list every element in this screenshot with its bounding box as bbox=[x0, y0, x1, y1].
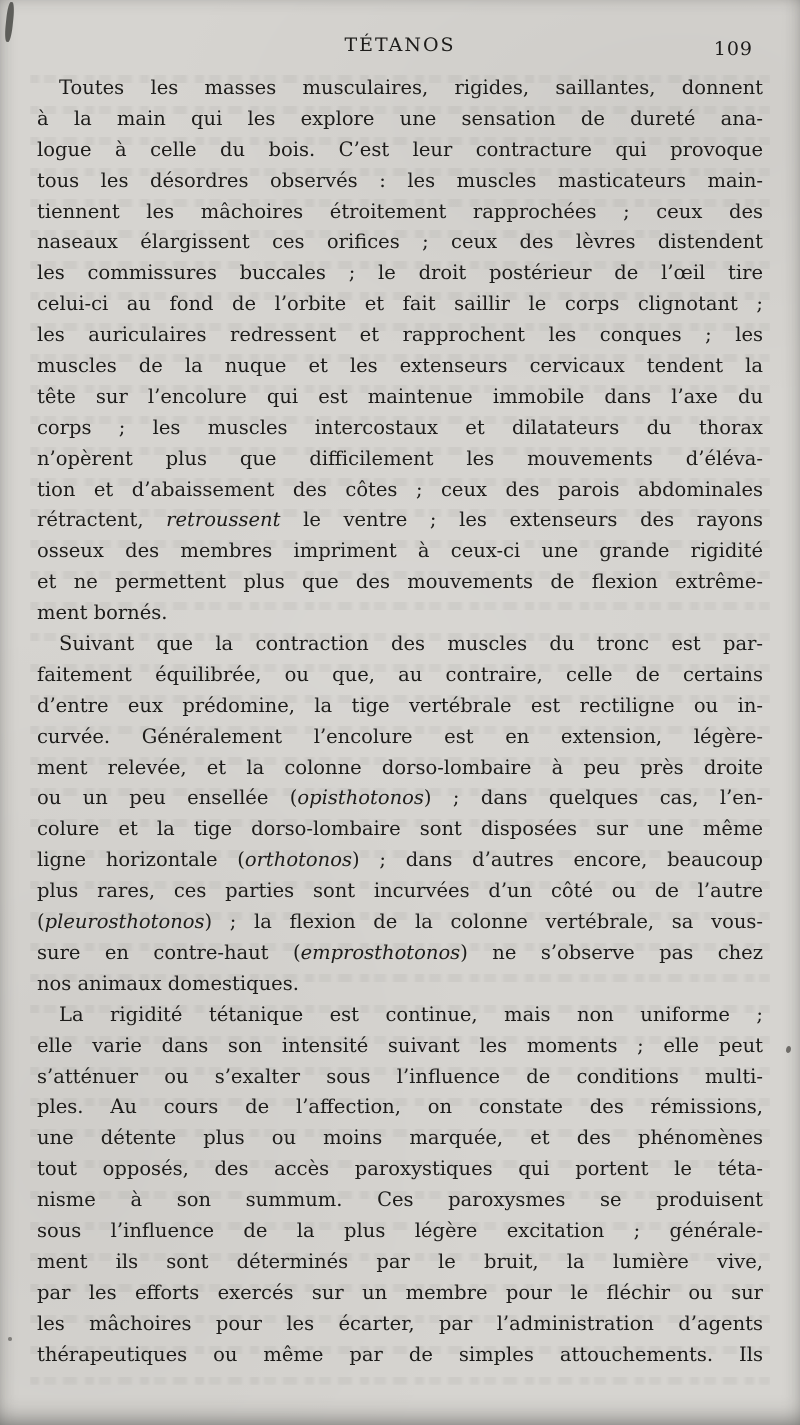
text-segment: curvée. Généralement l’encolure est en extension, légère- bbox=[37, 724, 763, 748]
text-line bbox=[37, 73, 763, 104]
text-line bbox=[37, 907, 763, 938]
scan-speck bbox=[786, 1046, 791, 1053]
running-title: TÉTANOS bbox=[344, 34, 456, 56]
text-line bbox=[37, 289, 763, 320]
text-segment: ) ; la flexion de la colonne vertébrale, sa vous- bbox=[204, 910, 763, 934]
text-line bbox=[37, 1340, 763, 1371]
text-line bbox=[37, 536, 763, 567]
text-segment: corps ; les muscles intercostaux et dilatateurs du thorax bbox=[37, 415, 763, 439]
text-line bbox=[37, 1247, 763, 1278]
text-segment: tion et d’abaissement des côtes ; ceux des parois abdominales bbox=[37, 477, 763, 501]
text-segment: et ne permettent plus que des mouvements de flexion extrême- bbox=[37, 570, 763, 594]
text-segment: ou un peu ensellée ( bbox=[37, 786, 298, 810]
text-segment: rétractent, bbox=[37, 508, 167, 532]
text-segment: colure et la tige dorso-lombaire sont disposées sur une même bbox=[37, 817, 763, 841]
paragraph bbox=[37, 629, 763, 1000]
italic-text: emprosthotonos bbox=[300, 940, 461, 964]
text-segment: plus rares, ces parties sont incurvées d’un côté ou de l’autre bbox=[37, 879, 763, 903]
text-segment: à la main qui les explore une sensation de dureté ana- bbox=[37, 106, 763, 130]
text-line bbox=[37, 722, 763, 753]
italic-text: retroussent bbox=[166, 508, 281, 532]
text-line bbox=[37, 629, 763, 660]
text-segment: sous l’influence de la plus légère excitation ; générale- bbox=[37, 1218, 763, 1242]
text-segment: tiennent les mâchoires étroitement rapprochées ; ceux des bbox=[37, 199, 763, 223]
text-segment: n’opèrent plus que difficilement les mouvements d’éléva- bbox=[37, 446, 763, 470]
text-segment: nos animaux domestiques. bbox=[37, 971, 299, 995]
text-segment: par les efforts exercés sur un membre pour le fléchir ou sur bbox=[37, 1280, 763, 1304]
text-segment: ligne horizontale ( bbox=[37, 848, 245, 872]
text-line bbox=[37, 660, 763, 691]
text-segment: tous les désordres observés : les muscles masticateurs main- bbox=[37, 168, 763, 192]
text-segment: le ventre ; les extenseurs des rayons bbox=[280, 508, 763, 532]
text-line bbox=[37, 104, 763, 135]
text-line bbox=[37, 135, 763, 166]
text-segment: tête sur l’encolure qui est maintenue immobile dans l’axe du bbox=[37, 384, 763, 408]
text-line bbox=[37, 444, 763, 475]
text-line bbox=[37, 814, 763, 845]
text-segment: Toutes les masses musculaires, rigides, saillantes, donnent bbox=[59, 76, 763, 99]
text-line bbox=[37, 320, 763, 351]
text-segment: La rigidité tétanique est continue, mais non uniforme ; bbox=[59, 1002, 763, 1026]
text-segment: ment bornés. bbox=[37, 601, 168, 625]
italic-text: orthotonos bbox=[244, 848, 352, 872]
text-line bbox=[37, 197, 763, 228]
text-line bbox=[37, 351, 763, 382]
text-segment: ples. Au cours de l’affection, on constate des rémissions, bbox=[37, 1095, 763, 1119]
text-line bbox=[37, 1062, 763, 1093]
text-line bbox=[37, 1154, 763, 1185]
text-segment: ) ne s’observe pas chez bbox=[460, 940, 763, 964]
text-line bbox=[37, 1216, 763, 1247]
text-segment: s’atténuer ou s’exalter sous l’influence de conditions multi- bbox=[37, 1064, 763, 1088]
text-segment: logue à celle du bois. C’est leur contracture qui provoque bbox=[37, 137, 763, 161]
text-line bbox=[37, 382, 763, 413]
text-line bbox=[37, 1031, 763, 1062]
paragraph bbox=[37, 1000, 763, 1371]
text-line bbox=[37, 505, 763, 536]
text-line bbox=[37, 1278, 763, 1309]
scan-speck bbox=[8, 1337, 12, 1341]
text-line bbox=[37, 1309, 763, 1340]
text-segment: une détente plus ou moins marquée, et des phénomènes bbox=[37, 1126, 763, 1150]
text-line bbox=[37, 227, 763, 258]
italic-text: opisthotonos bbox=[297, 786, 424, 810]
text-segment: elle varie dans son intensité suivant les moments ; elle peut bbox=[37, 1033, 763, 1057]
text-segment: les auriculaires redressent et rapprochent les conques ; les bbox=[37, 323, 763, 347]
text-line bbox=[37, 938, 763, 969]
text-line bbox=[37, 1185, 763, 1216]
text-segment: ment relevée, et la colonne dorso-lombaire à peu près droite bbox=[37, 755, 763, 779]
text-line bbox=[37, 845, 763, 876]
text-line bbox=[37, 413, 763, 444]
text-segment: osseux des membres impriment à ceux-ci une grande rigidité bbox=[37, 539, 763, 563]
page-header bbox=[0, 34, 800, 60]
page-number: 109 bbox=[713, 38, 753, 60]
text-line bbox=[37, 753, 763, 784]
text-segment: ) ; dans d’autres encore, beaucoup bbox=[351, 848, 763, 872]
page-body bbox=[37, 73, 763, 1370]
text-line bbox=[37, 567, 763, 598]
text-segment: ( bbox=[37, 910, 45, 934]
text-line bbox=[37, 1123, 763, 1154]
text-line bbox=[37, 969, 763, 1000]
text-segment: tout opposés, des accès paroxystiques qui portent le téta- bbox=[37, 1157, 763, 1181]
text-line bbox=[37, 475, 763, 506]
text-line bbox=[37, 783, 763, 814]
text-line bbox=[37, 876, 763, 907]
text-segment: ment ils sont déterminés par le bruit, la lumière vive, bbox=[37, 1249, 763, 1273]
text-segment: les commissures buccales ; le droit postérieur de l’œil tire bbox=[37, 261, 763, 285]
text-line bbox=[37, 166, 763, 197]
text-segment: faitement équilibrée, ou que, au contraire, celle de certains bbox=[37, 662, 763, 686]
text-line bbox=[37, 1092, 763, 1123]
text-segment: d’entre eux prédomine, la tige vertébrale est rectiligne ou in- bbox=[37, 693, 763, 717]
text-segment: naseaux élargissent ces orifices ; ceux des lèvres distendent bbox=[37, 230, 763, 254]
text-segment: ) ; dans quelques cas, l’en- bbox=[423, 786, 763, 810]
text-segment: muscles de la nuque et les extenseurs cervicaux tendent la bbox=[37, 354, 763, 378]
text-line bbox=[37, 1000, 763, 1031]
text-line bbox=[37, 598, 763, 629]
paragraph bbox=[37, 73, 763, 629]
text-segment: sure en contre-haut ( bbox=[37, 940, 301, 964]
text-line bbox=[37, 691, 763, 722]
text-segment: thérapeutiques ou même par de simples attouchements. Ils bbox=[37, 1342, 763, 1366]
italic-text: pleurosthotonos bbox=[44, 910, 205, 934]
text-segment: nisme à son summum. Ces paroxysmes se produisent bbox=[37, 1188, 763, 1212]
text-line bbox=[37, 258, 763, 289]
text-segment: les mâchoires pour les écarter, par l’administration d’agents bbox=[37, 1311, 763, 1335]
text-segment: celui-ci au fond de l’orbite et fait saillir le corps clignotant ; bbox=[37, 292, 763, 316]
text-segment: Suivant que la contraction des muscles du tronc est par- bbox=[59, 632, 763, 656]
